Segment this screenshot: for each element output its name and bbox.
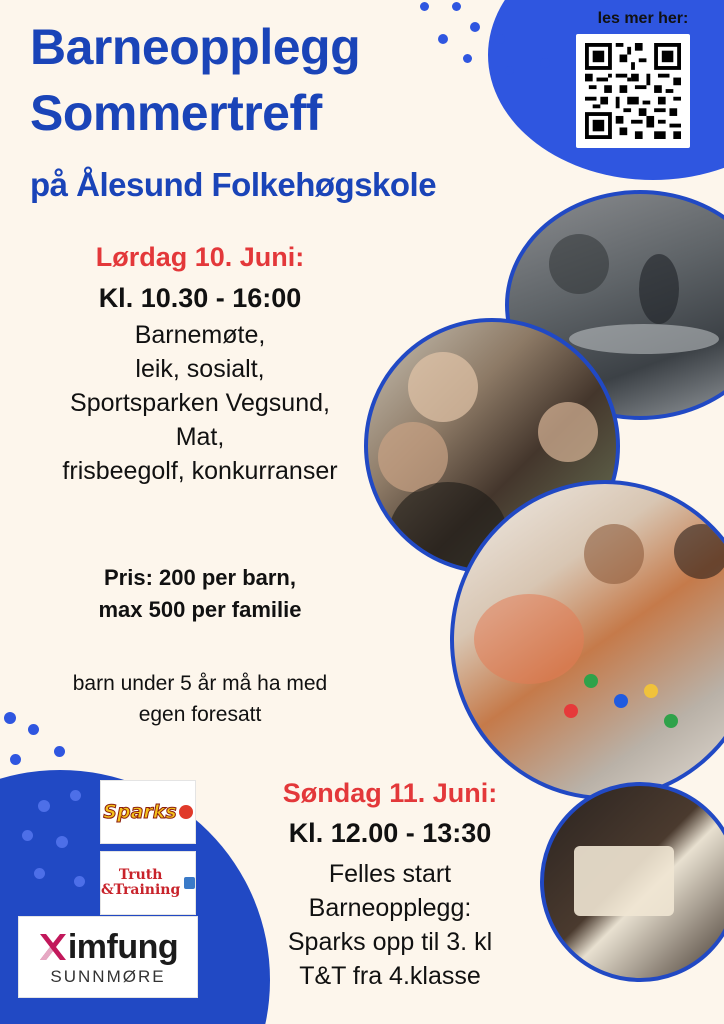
sunday-activities xyxy=(210,857,570,993)
saturday-activity: frisbeegolf, konkurranser xyxy=(62,457,338,485)
decorative-dot xyxy=(438,34,448,44)
age-note xyxy=(0,668,400,730)
saturday-time: Kl. 10.30 - 16:00 xyxy=(98,283,302,313)
note-line: barn under 5 år må ha med xyxy=(72,672,328,695)
decorative-dot xyxy=(452,2,461,11)
decorative-dot xyxy=(70,790,81,801)
qr-code[interactable] xyxy=(576,34,690,148)
sparks-mascot-icon xyxy=(179,805,193,819)
truth-training-logo xyxy=(100,851,196,915)
saturday-activity: Barnemøte, xyxy=(134,321,266,349)
price-line: max 500 per familie xyxy=(98,597,302,622)
saturday-activity: Mat, xyxy=(175,423,225,451)
imfung-logo xyxy=(18,916,198,998)
decorative-dot xyxy=(463,54,472,63)
decorative-dot xyxy=(54,746,65,757)
title-line-1: Barneopplegg xyxy=(30,19,361,75)
decorative-dot xyxy=(505,66,514,75)
qr-label: les mer her: xyxy=(597,10,689,27)
saturday-heading: Lørdag 10. Juni: xyxy=(95,242,305,272)
sunday-time: Kl. 12.00 - 13:30 xyxy=(288,818,492,848)
imfung-logo-text: imfung xyxy=(67,927,179,966)
sparks-logo-text: Sparks xyxy=(103,801,177,823)
decorative-dot xyxy=(420,2,429,11)
decorative-dot xyxy=(34,868,45,879)
decorative-dot xyxy=(22,830,33,841)
price-info xyxy=(0,562,400,626)
decorative-dot xyxy=(540,58,550,68)
qr-code-icon xyxy=(585,43,681,139)
saturday-activity: leik, sosialt, xyxy=(135,355,265,383)
price-line: Pris: 200 per barn, xyxy=(104,565,296,590)
tt-logo-line: Truth xyxy=(118,867,163,883)
sunday-heading: Søndag 11. Juni: xyxy=(282,778,498,808)
tt-logo-line: &Training xyxy=(101,882,181,898)
imfung-logo-subtext: SUNNMØRE xyxy=(50,966,166,986)
title-line-3: på Ålesund Folkehøgskole xyxy=(30,166,437,203)
decorative-dot xyxy=(38,800,50,812)
sunday-activity: Barneopplegg: xyxy=(308,894,472,922)
saturday-activity: Sportsparken Vegsund, xyxy=(70,389,330,417)
title-line-2: Sommertreff xyxy=(30,85,322,141)
imfung-x-icon xyxy=(38,932,68,962)
decorative-dot xyxy=(495,34,505,44)
decorative-dot xyxy=(56,836,68,848)
book-icon xyxy=(184,877,195,889)
sunday-activity: Felles start xyxy=(328,860,452,888)
decorative-dot xyxy=(74,876,85,887)
decorative-dot xyxy=(470,22,480,32)
sparks-logo xyxy=(100,780,196,844)
decorative-dot xyxy=(10,754,21,765)
saturday-activities xyxy=(20,318,380,488)
sunday-activity: T&T fra 4.klasse xyxy=(299,962,481,990)
note-line: egen foresatt xyxy=(138,703,262,726)
sunday-activity: Sparks opp til 3. kl xyxy=(287,928,493,956)
